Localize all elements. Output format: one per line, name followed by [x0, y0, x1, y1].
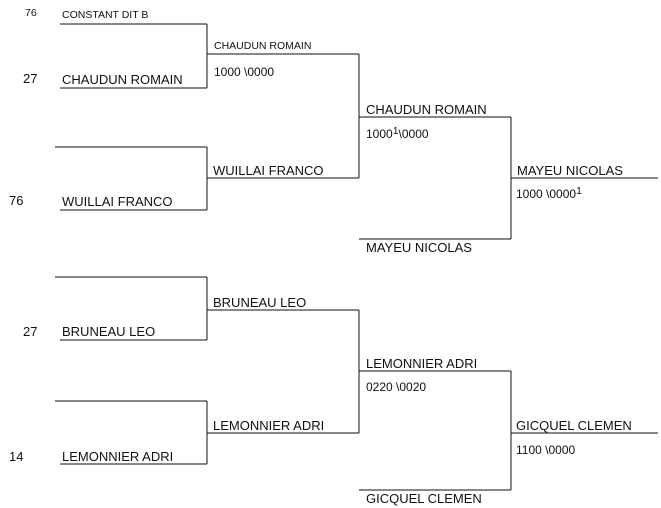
player-name: LEMONNIER ADRI	[62, 449, 174, 464]
seed-number: 27	[23, 324, 38, 339]
match-winner: GICQUEL CLEMEN	[516, 418, 632, 433]
score-superscript: 1	[392, 125, 399, 137]
player-name: BRUNEAU LEO	[62, 324, 156, 339]
match-winner: LEMONNIER ADRI	[213, 418, 325, 433]
match-score: 0220 \0020	[366, 380, 427, 394]
player-name: CHAUDUN ROMAIN	[62, 72, 183, 87]
match-winner: WUILLAI FRANCO	[213, 163, 324, 178]
score-main: 1000	[366, 127, 393, 141]
score-superscript: 1	[576, 185, 582, 197]
score-rest: \0000	[398, 127, 429, 141]
player-name: CONSTANT DIT B	[62, 9, 149, 21]
match-winner: BRUNEAU LEO	[213, 295, 307, 310]
match-winner: CHAUDUN ROMAIN	[366, 102, 487, 117]
seed-number: 76	[9, 193, 24, 208]
seed-number: 27	[23, 71, 38, 86]
player-name: WUILLAI FRANCO	[62, 194, 173, 209]
match-winner: MAYEU NICOLAS	[517, 163, 623, 178]
match-score	[366, 125, 429, 141]
match-score: 1100 \0000	[516, 443, 576, 457]
match-winner: MAYEU NICOLAS	[366, 240, 472, 255]
match-score: 1000 \0000	[214, 65, 275, 79]
match-winner: GICQUEL CLEMEN	[366, 491, 482, 506]
match-winner: LEMONNIER ADRI	[366, 356, 478, 371]
match-score	[516, 185, 582, 201]
seed-number: 76	[25, 7, 37, 19]
seed-number: 14	[9, 449, 24, 464]
match-winner: CHAUDUN ROMAIN	[214, 40, 312, 52]
score-main: 1000 \0000	[516, 187, 577, 201]
